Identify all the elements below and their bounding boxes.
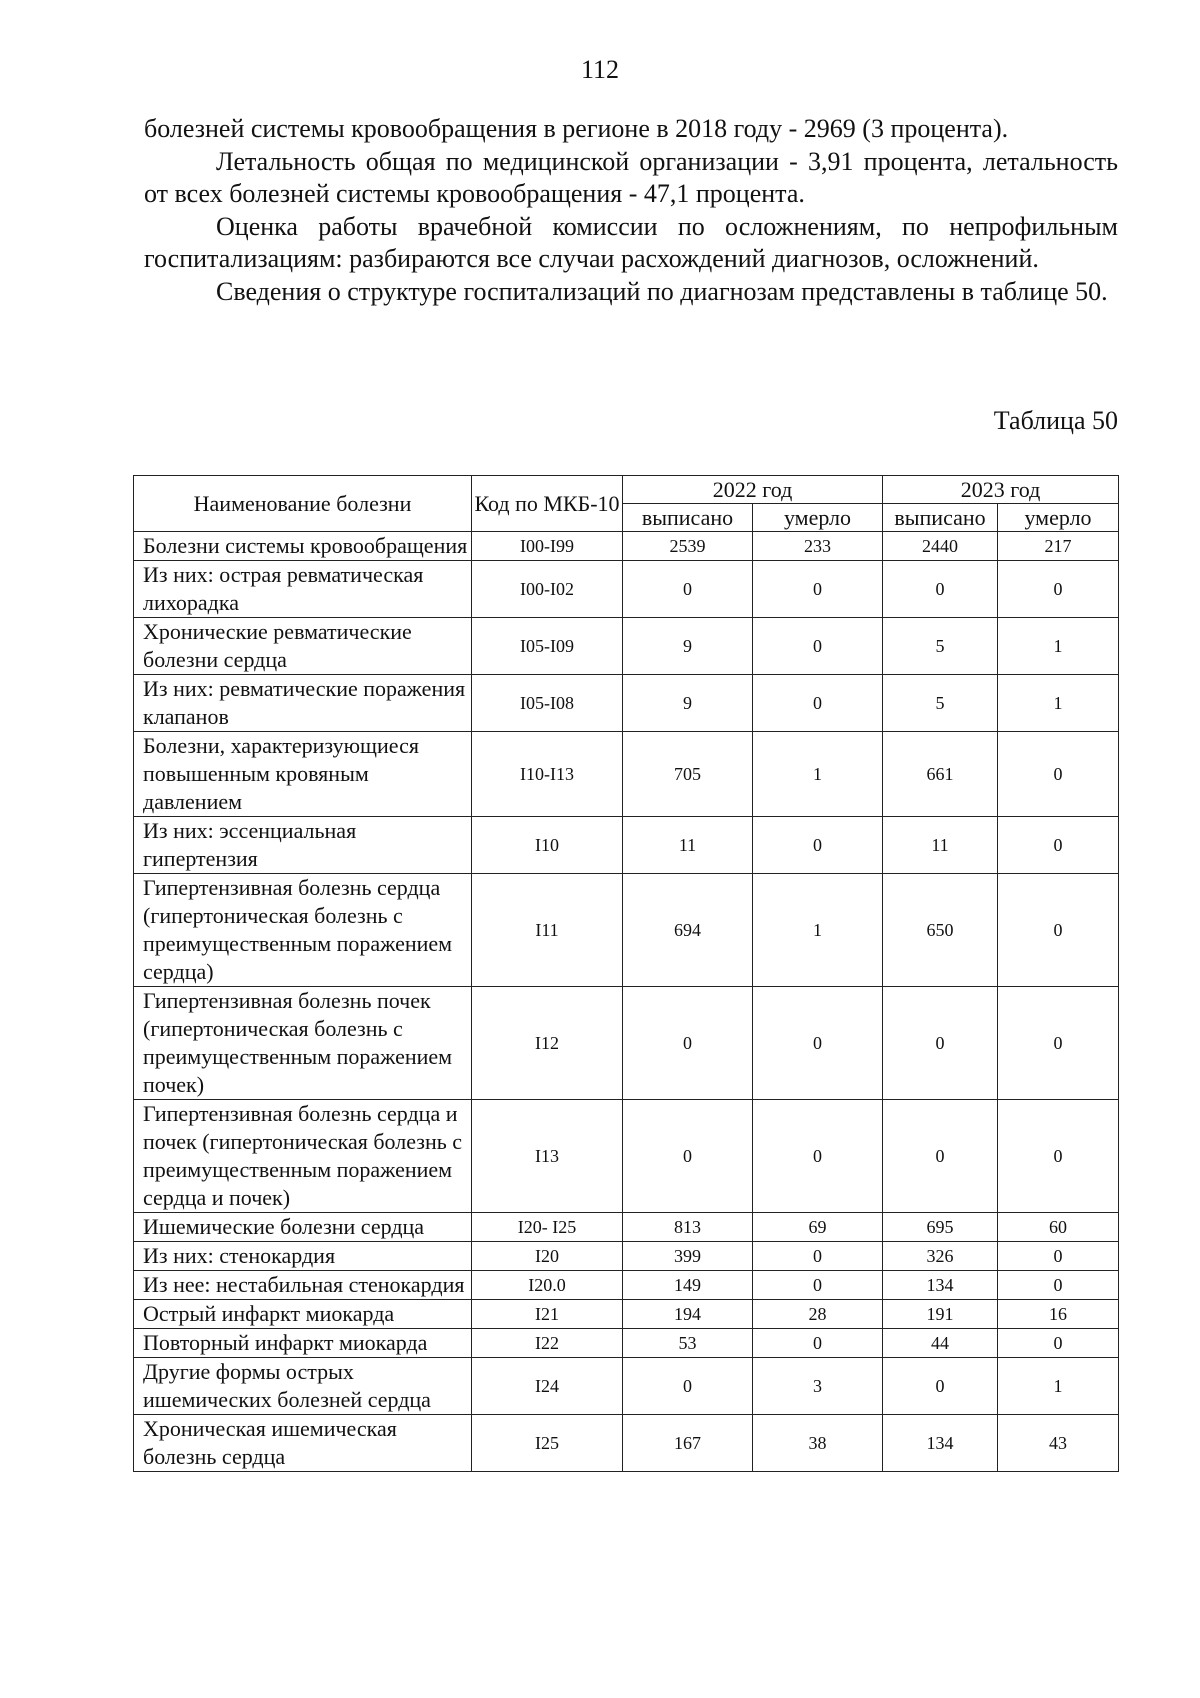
cell-disease-name: Острый инфаркт миокарда: [134, 1300, 472, 1329]
cell-died-2023: 0: [998, 1100, 1119, 1213]
cell-discharged-2023: 11: [883, 817, 998, 874]
cell-died-2022: 1: [753, 874, 883, 987]
cell-discharged-2022: 0: [623, 1358, 753, 1415]
cell-disease-name: Гипертензивная болезнь почек (гипертоническая болезнь с преимущественным поражением почек): [134, 987, 472, 1100]
header-died-2022: умерло: [753, 504, 883, 532]
cell-icd-code: I13: [472, 1100, 623, 1213]
cell-discharged-2023: 0: [883, 561, 998, 618]
cell-icd-code: I20- I25: [472, 1213, 623, 1242]
cell-disease-name: Из них: эссенциальная гипертензия: [134, 817, 472, 874]
table-row: [134, 1415, 1119, 1472]
table-row: [134, 1100, 1119, 1213]
cell-died-2022: 28: [753, 1300, 883, 1329]
cell-discharged-2023: 134: [883, 1271, 998, 1300]
cell-died-2022: 38: [753, 1415, 883, 1472]
header-year-2023: 2023 год: [883, 476, 1119, 504]
table-row: [134, 618, 1119, 675]
paragraph: Летальность общая по медицинской организации - 3,91 процента, летальность от всех болезней системы кровообращения - 47,1 процента.: [144, 146, 1118, 208]
cell-icd-code: I10: [472, 817, 623, 874]
cell-died-2022: 0: [753, 1100, 883, 1213]
cell-died-2022: 0: [753, 987, 883, 1100]
cell-died-2022: 69: [753, 1213, 883, 1242]
cell-discharged-2022: 53: [623, 1329, 753, 1358]
table-body: [134, 532, 1119, 1472]
cell-died-2022: 3: [753, 1358, 883, 1415]
page-number: 112: [580, 55, 620, 84]
cell-died-2022: 0: [753, 1271, 883, 1300]
cell-died-2022: 0: [753, 618, 883, 675]
cell-died-2023: 1: [998, 1358, 1119, 1415]
cell-died-2022: 0: [753, 561, 883, 618]
cell-died-2023: 1: [998, 618, 1119, 675]
cell-discharged-2023: 2440: [883, 532, 998, 561]
cell-discharged-2023: 5: [883, 675, 998, 732]
cell-discharged-2022: 9: [623, 675, 753, 732]
cell-discharged-2022: 705: [623, 732, 753, 817]
paragraph: Сведения о структуре госпитализаций по диагнозам представлены в таблице 50.: [216, 276, 1108, 306]
table-row: [134, 532, 1119, 561]
cell-discharged-2023: 44: [883, 1329, 998, 1358]
cell-discharged-2022: 813: [623, 1213, 753, 1242]
cell-died-2023: 60: [998, 1213, 1119, 1242]
table-row: [134, 817, 1119, 874]
cell-discharged-2023: 0: [883, 1358, 998, 1415]
cell-disease-name: Болезни системы кровообращения: [134, 532, 472, 561]
cell-discharged-2023: 0: [883, 1100, 998, 1213]
cell-died-2023: 16: [998, 1300, 1119, 1329]
table-caption: Таблица 50: [993, 406, 1118, 435]
cell-icd-code: I12: [472, 987, 623, 1100]
body-text: [144, 113, 1118, 308]
cell-disease-name: Из них: острая ревматическая лихорадка: [134, 561, 472, 618]
cell-died-2023: 0: [998, 817, 1119, 874]
cell-died-2023: 0: [998, 1329, 1119, 1358]
table-row: [134, 1329, 1119, 1358]
cell-discharged-2022: 9: [623, 618, 753, 675]
cell-died-2023: 0: [998, 874, 1119, 987]
cell-disease-name: Повторный инфаркт миокарда: [134, 1329, 472, 1358]
table-row: [134, 987, 1119, 1100]
table-row: [134, 1358, 1119, 1415]
cell-died-2023: 217: [998, 532, 1119, 561]
cell-disease-name: Из них: стенокардия: [134, 1242, 472, 1271]
cell-disease-name: Болезни, характеризующиеся повышенным кровяным давлением: [134, 732, 472, 817]
cell-discharged-2022: 2539: [623, 532, 753, 561]
cell-disease-name: Из нее: нестабильная стенокардия: [134, 1271, 472, 1300]
cell-discharged-2023: 134: [883, 1415, 998, 1472]
cell-discharged-2023: 695: [883, 1213, 998, 1242]
cell-icd-code: I00-I99: [472, 532, 623, 561]
cell-discharged-2023: 191: [883, 1300, 998, 1329]
cell-icd-code: I20: [472, 1242, 623, 1271]
cell-discharged-2022: 149: [623, 1271, 753, 1300]
cell-died-2022: 0: [753, 1242, 883, 1271]
cell-died-2023: 1: [998, 675, 1119, 732]
cell-discharged-2023: 661: [883, 732, 998, 817]
cell-disease-name: Другие формы острых ишемических болезней сердца: [134, 1358, 472, 1415]
header-discharged-2023: выписано: [883, 504, 998, 532]
header-icd-code: Код по МКБ-10: [472, 476, 623, 532]
table-row: [134, 1213, 1119, 1242]
cell-died-2022: 0: [753, 1329, 883, 1358]
cell-died-2023: 0: [998, 1242, 1119, 1271]
cell-died-2022: 1: [753, 732, 883, 817]
cell-discharged-2022: 0: [623, 987, 753, 1100]
cell-disease-name: Хроническая ишемическая болезнь сердца: [134, 1415, 472, 1472]
cell-disease-name: Из них: ревматические поражения клапанов: [134, 675, 472, 732]
header-discharged-2022: выписано: [623, 504, 753, 532]
cell-died-2023: 0: [998, 732, 1119, 817]
table-row: [134, 732, 1119, 817]
cell-died-2022: 233: [753, 532, 883, 561]
cell-discharged-2022: 0: [623, 1100, 753, 1213]
header-died-2023: умерло: [998, 504, 1119, 532]
cell-disease-name: Ишемические болезни сердца: [134, 1213, 472, 1242]
cell-disease-name: Хронические ревматические болезни сердца: [134, 618, 472, 675]
cell-discharged-2022: 399: [623, 1242, 753, 1271]
cell-discharged-2023: 5: [883, 618, 998, 675]
cell-discharged-2022: 0: [623, 561, 753, 618]
diagnosis-table: [133, 475, 1119, 1472]
header-year-2022: 2022 год: [623, 476, 883, 504]
cell-died-2023: 0: [998, 987, 1119, 1100]
cell-icd-code: I00-I02: [472, 561, 623, 618]
cell-icd-code: I24: [472, 1358, 623, 1415]
cell-discharged-2022: 167: [623, 1415, 753, 1472]
cell-discharged-2022: 194: [623, 1300, 753, 1329]
table-row: [134, 1242, 1119, 1271]
cell-discharged-2022: 11: [623, 817, 753, 874]
paragraph: болезней системы кровообращения в регионе в 2018 году - 2969 (3 процента).: [144, 114, 1009, 143]
cell-died-2023: 0: [998, 561, 1119, 618]
cell-discharged-2022: 694: [623, 874, 753, 987]
cell-icd-code: I05-I09: [472, 618, 623, 675]
cell-died-2022: 0: [753, 817, 883, 874]
cell-died-2023: 43: [998, 1415, 1119, 1472]
cell-icd-code: I25: [472, 1415, 623, 1472]
cell-discharged-2023: 326: [883, 1242, 998, 1271]
table-row: [134, 561, 1119, 618]
table-row: [134, 675, 1119, 732]
cell-icd-code: I05-I08: [472, 675, 623, 732]
paragraph: Оценка работы врачебной комиссии по осложнениям, по непрофильным госпитализациям: разбираются все случаи расхождений диагнозов, осложнений.: [144, 211, 1118, 273]
cell-icd-code: I21: [472, 1300, 623, 1329]
cell-discharged-2023: 0: [883, 987, 998, 1100]
table-row: [134, 1300, 1119, 1329]
cell-icd-code: I22: [472, 1329, 623, 1358]
cell-died-2023: 0: [998, 1271, 1119, 1300]
table-row: [134, 874, 1119, 987]
cell-icd-code: I10-I13: [472, 732, 623, 817]
cell-died-2022: 0: [753, 675, 883, 732]
cell-disease-name: Гипертензивная болезнь сердца и почек (гипертоническая болезнь с преимущественным поражением сердца и почек): [134, 1100, 472, 1213]
table-row: [134, 1271, 1119, 1300]
cell-disease-name: Гипертензивная болезнь сердца (гипертоническая болезнь с преимущественным поражением сердца): [134, 874, 472, 987]
cell-icd-code: I20.0: [472, 1271, 623, 1300]
header-disease-name: Наименование болезни: [134, 476, 472, 532]
cell-icd-code: I11: [472, 874, 623, 987]
cell-discharged-2023: 650: [883, 874, 998, 987]
